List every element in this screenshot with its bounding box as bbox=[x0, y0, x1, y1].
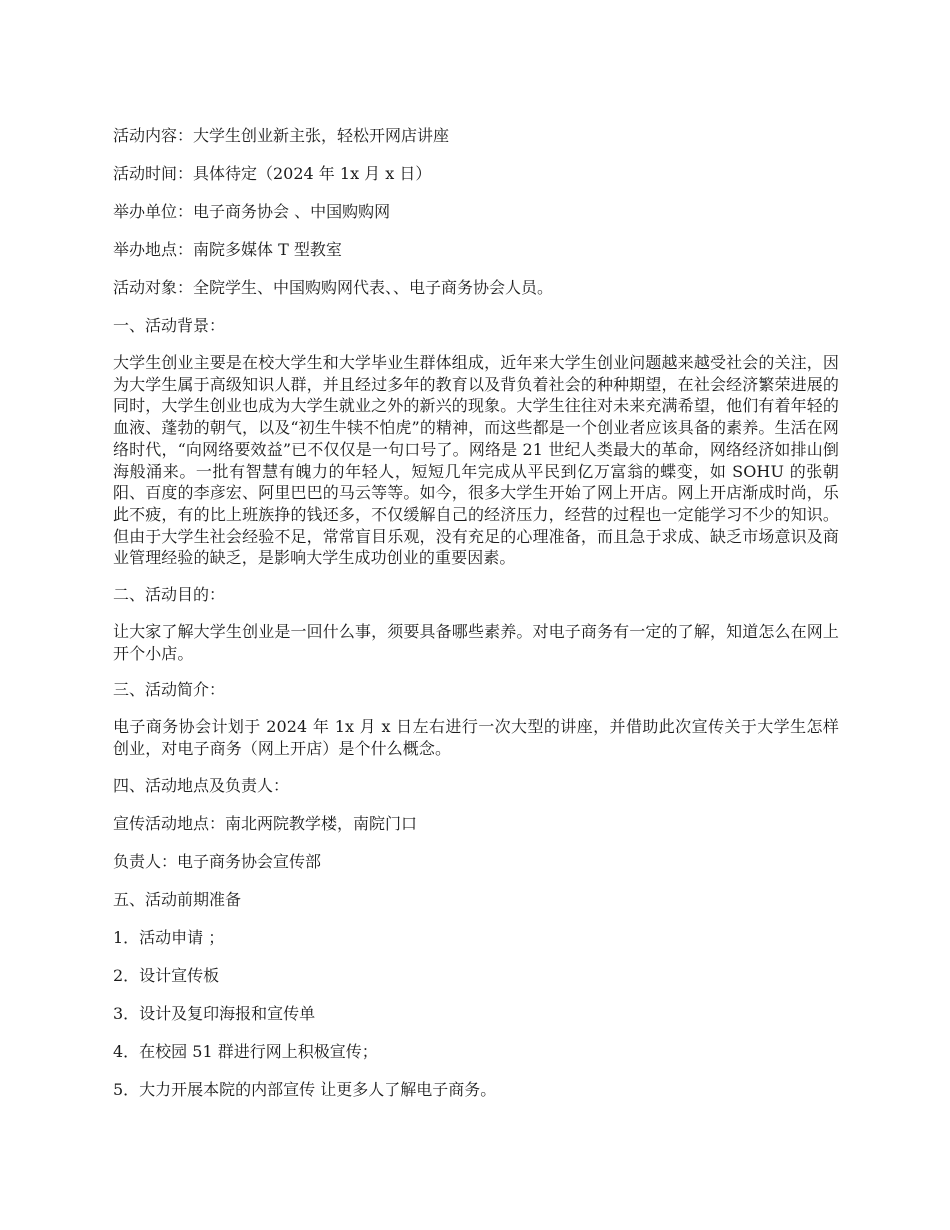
list-item: 1．活动申请 ； bbox=[113, 927, 225, 947]
section-body-background: 大学生创业主要是在校大学生和大学毕业生群体组成，近年来大学生创业问题越来越受社会的关注，因为大学生属于高级知识人群，并且经过多年的教育以及背负着社会的种种期望，在社会经济繁荣进展的同时，大学生创业也成为大学生就业之外的新兴的现象。大学生往往对未来充满希望，他们有着年轻的血液、蓬勃的朝气，以及“初生牛犊不怕虎”的精神，而这些都是一个创业者应该具备的素养。生活在网络时代，“向网络要效益”已不仅仅是一句口号了。网络是 21 世纪人类最大的革命，网络经济如排山倒海般涌来。一批有智慧有魄力的年轻人，短短几年完成从平民到亿万富翁的蝶变，如 SOHU 的张朝阳、百度的李彦宏、阿里巴巴的马云等等。如今，很多大学生开始了网上开店。网上开店渐成时尚，乐此不疲，有的比上班族挣的钱还多，不仅缓解自己的经济压力，经营的过程也一定能学习不少的知识。但由于大学生社会经验不足，常常盲目乐观，没有充足的心理准备，而且急于求成、缺乏市场意识及商业管理经验的缺乏，是影响大学生成功创业的重要因素。 bbox=[113, 353, 839, 568]
section-body-purpose: 让大家了解大学生创业是一回什么事，须要具备哪些素养。对电子商务有一定的了解，知道怎么在网上开个小店。 bbox=[113, 622, 839, 663]
activity-time: 活动时间：具体待定（2024 年 1x 月 x 日） bbox=[113, 164, 432, 183]
section-body-intro: 电子商务协会计划于 2024 年 1x 月 x 日左右进行一次大型的讲座，并借助此次宣传关于大学生怎样创业，对电子商务（网上开店）是个什么概念。 bbox=[113, 717, 839, 759]
activity-audience: 活动对象：全院学生、中国购购网代表、、电子商务协会人员。 bbox=[113, 278, 554, 297]
promotion-location: 宣传活动地点：南北两院教学楼，南院门口 bbox=[113, 813, 418, 833]
list-item: 5．大力开展本院的内部宣传 让更多人了解电子商务。 bbox=[113, 1079, 497, 1099]
section-heading-intro: 三、活动简介： bbox=[113, 680, 226, 700]
section-heading-preparation: 五、活动前期准备 bbox=[113, 889, 242, 909]
responsible-party: 负责人：电子商务协会宣传部 bbox=[113, 851, 322, 871]
activity-organizer: 举办单位：电子商务协会 、中国购购网 bbox=[113, 202, 391, 221]
activity-venue: 举办地点：南院多媒体 T 型教室 bbox=[113, 240, 342, 259]
list-item: 3．设计及复印海报和宣传单 bbox=[113, 1003, 316, 1023]
activity-content: 活动内容：大学生创业新主张，轻松开网店讲座 bbox=[113, 126, 450, 145]
list-item: 2．设计宣传板 bbox=[113, 965, 220, 985]
section-heading-location: 四、活动地点及负责人： bbox=[113, 775, 290, 795]
section-heading-background: 一、活动背景： bbox=[113, 316, 226, 335]
document-body bbox=[113, 124, 839, 1116]
section-heading-purpose: 二、活动目的： bbox=[113, 585, 226, 605]
list-item: 4．在校园 51 群进行网上积极宣传； bbox=[113, 1041, 378, 1061]
